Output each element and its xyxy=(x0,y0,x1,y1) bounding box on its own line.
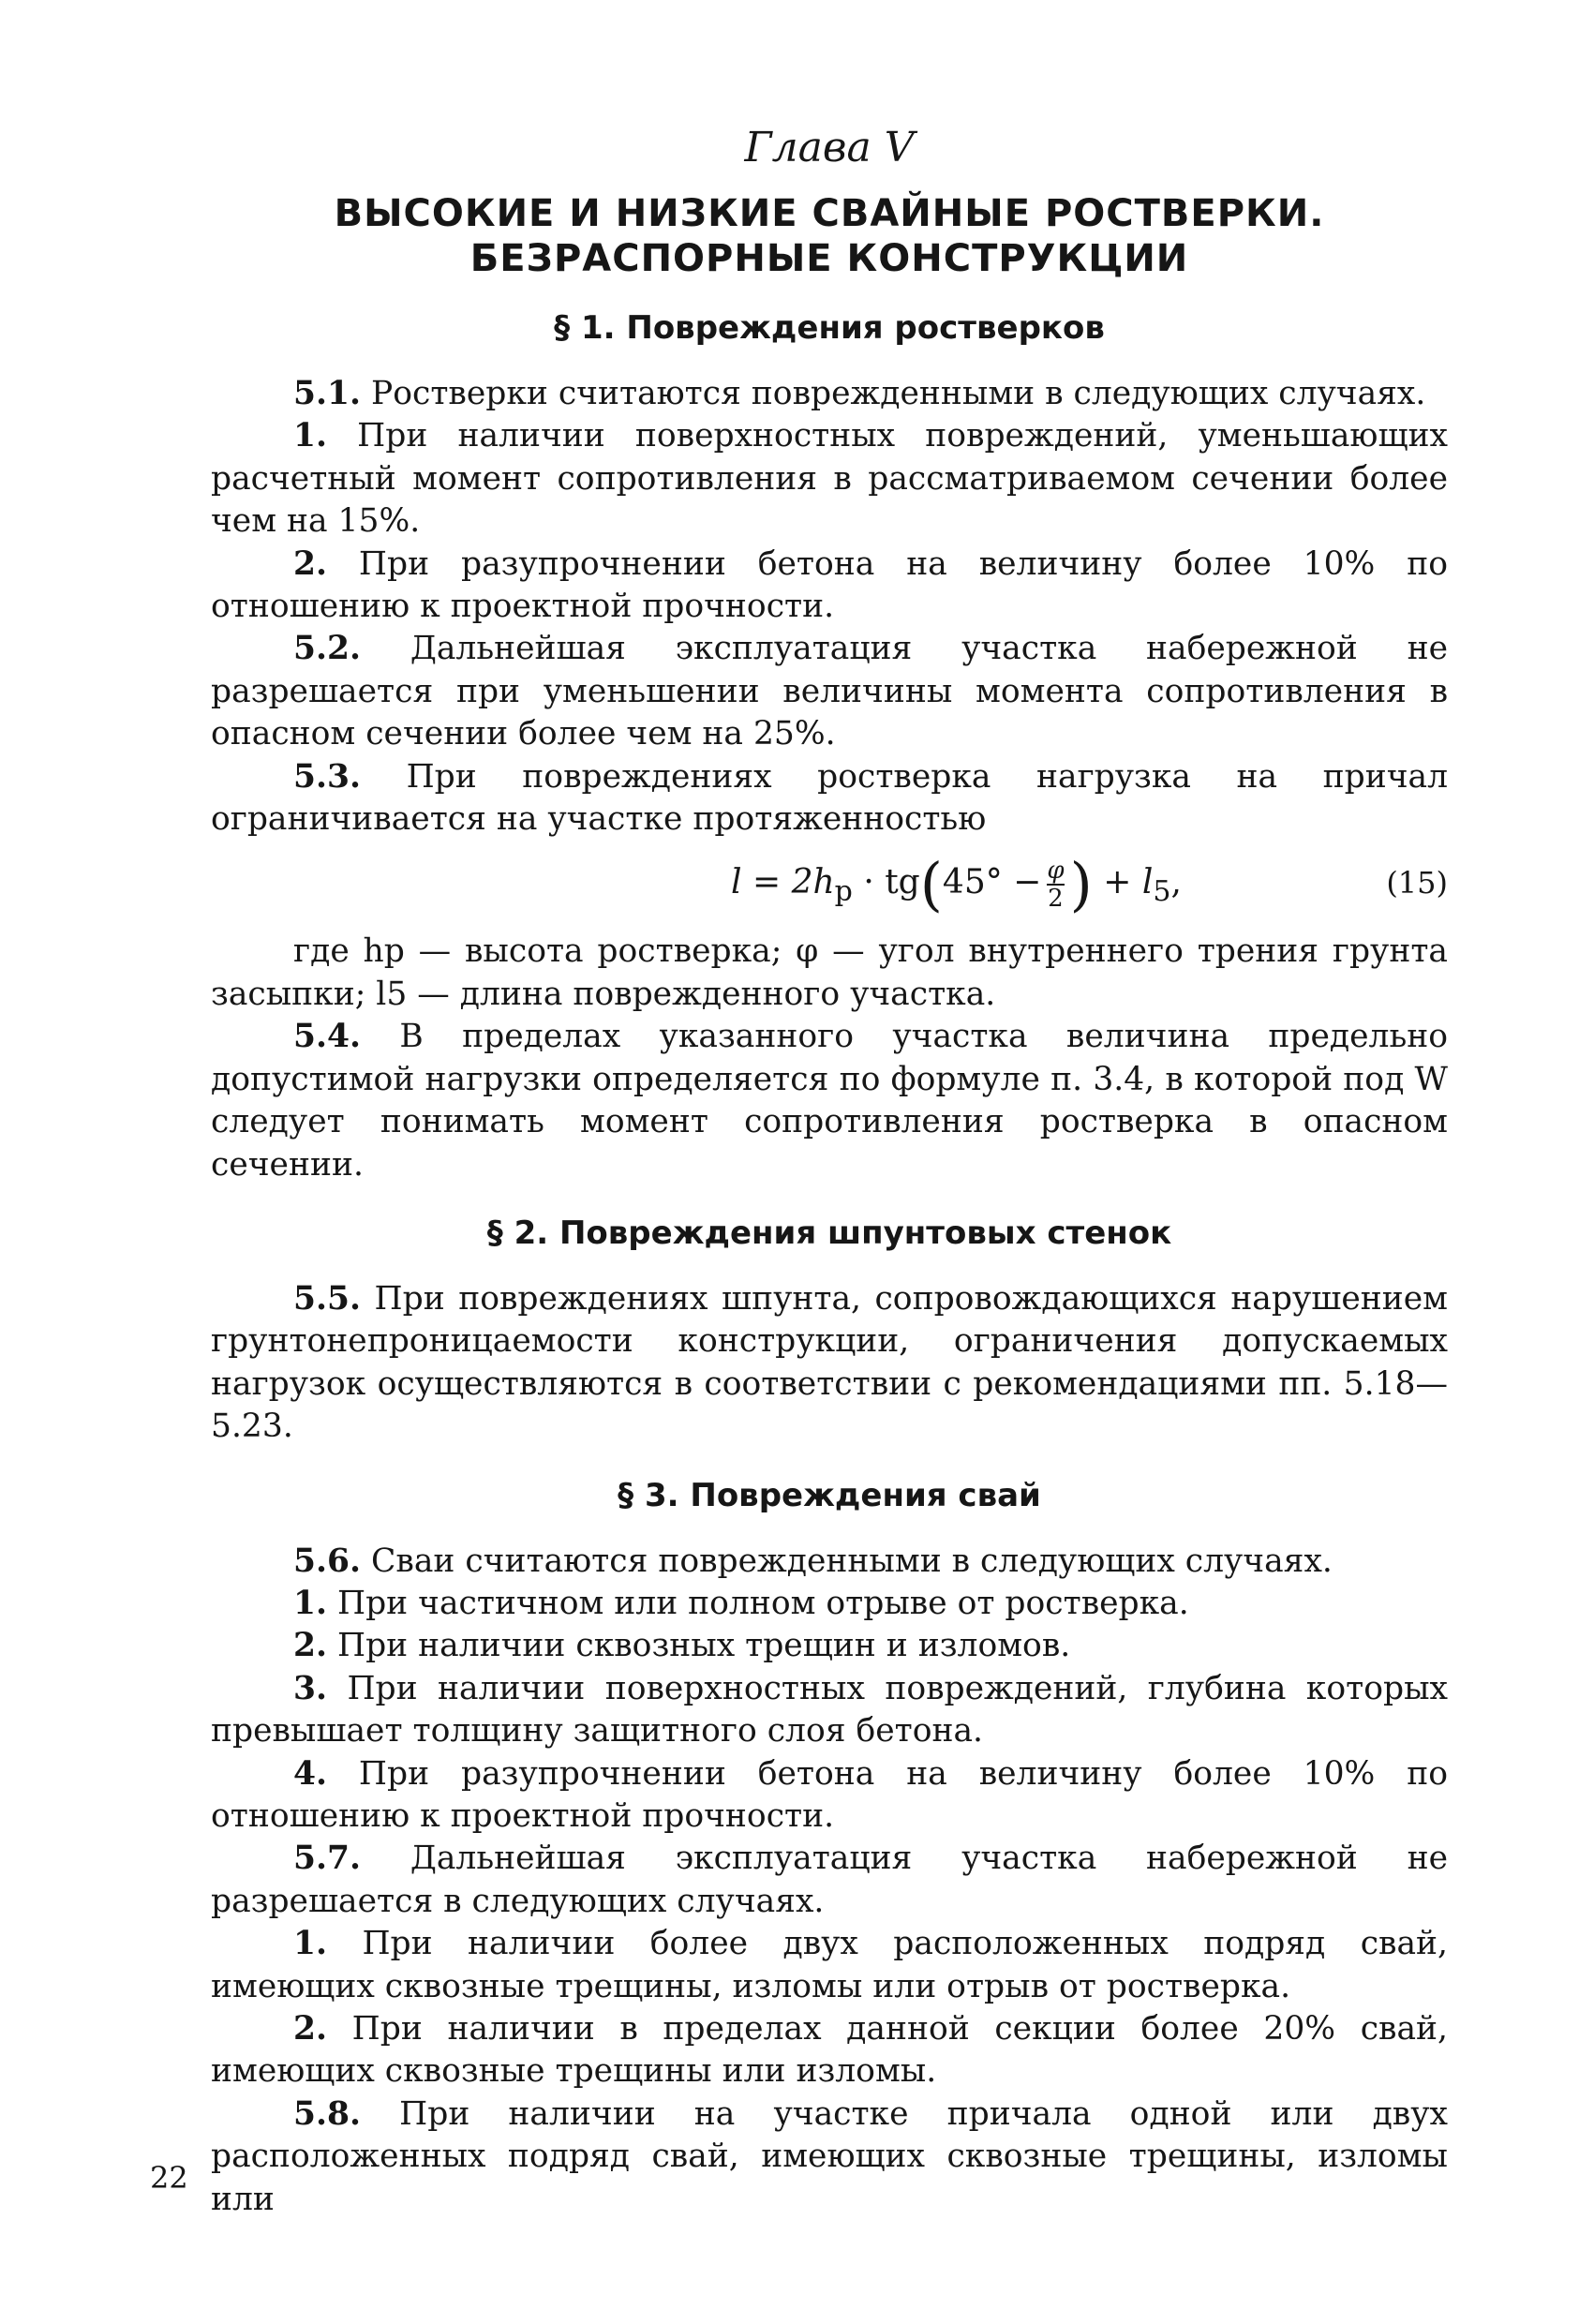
paragraph-5-1 xyxy=(211,373,1448,415)
chapter-title-line-2: БЕЗРАСПОРНЫЕ КОНСТРУКЦИИ xyxy=(469,237,1189,280)
clause-number: 5.4. xyxy=(293,1018,362,1056)
paragraph-text: При наличии на участке причала одной или двух расположенных подряд свай, имеющих сквозные трещины, изломы или xyxy=(211,2094,1448,2218)
formula-expression: $l = 2h_р \cdot tg(45^\circ$ − $\frac{\varphi}{2}$ ) + $l_5$, xyxy=(731,850,1182,919)
paragraph-5-6 xyxy=(211,1541,1448,1583)
clause-number: 2. xyxy=(293,544,328,583)
paragraph-5-2 xyxy=(211,628,1448,755)
section-heading-3: § 3. Повреждения свай xyxy=(618,1476,1041,1514)
paragraph-5-7-item-1 xyxy=(211,1923,1448,2008)
paragraph-text: При наличии более двух расположенных подряд свай, имеющих сквозные трещины, изломы или отрыв от ростверка. xyxy=(211,1925,1448,2005)
paragraph-5-6-item-3 xyxy=(211,1668,1448,1753)
paragraph-5-6-item-2 xyxy=(211,1625,1448,1667)
paragraph-5-4 xyxy=(211,1016,1448,1186)
paragraph-text: В пределах указанного участка величина предельно допустимой нагрузки определяется по формуле п. 3.4, в которой под W следует понимать момент сопротивления ростверка в опасном сечении. xyxy=(211,1018,1448,1184)
paragraph-text: Ростверки считаются поврежденными в следующих случаях. xyxy=(361,375,1426,412)
paragraph-text: При повреждениях шпунта, сопровождающихся нарушением грунтонепроницаемости конструкции, ограничения допускаемых нагрузок осуществляются в соответствии с рекомендациями пп. 5.18—5.23. xyxy=(211,1279,1448,1446)
paragraph-text: При наличии в пределах данной секции более 20% свай, имеющих сквозные трещины или изломы. xyxy=(211,2010,1448,2091)
clause-number: 2. xyxy=(293,2010,328,2048)
section-heading-2: § 2. Повреждения шпунтовых стенок xyxy=(486,1214,1172,1252)
clause-number: 5.8. xyxy=(293,2094,362,2133)
paragraph-text: Дальнейшая эксплуатация участка набережной не разрешается в следующих случаях. xyxy=(211,1840,1448,1920)
paragraph-text: При разупрочнении бетона на величину более 10% по отношению к проектной прочности. xyxy=(211,1754,1448,1835)
clause-number: 2. xyxy=(293,1627,328,1665)
clause-number: 5.7. xyxy=(293,1840,362,1878)
paragraph-5-7 xyxy=(211,1838,1448,1923)
chapter-heading: Глава V xyxy=(744,124,915,171)
clause-number: 3. xyxy=(293,1669,328,1707)
paragraph-5-1-item-1 xyxy=(211,415,1448,543)
paragraph-5-5 xyxy=(211,1278,1448,1449)
clause-number: 1. xyxy=(293,417,328,455)
clause-number: 4. xyxy=(293,1754,328,1793)
formula-15 xyxy=(211,841,1448,931)
paragraph-5-1-item-2 xyxy=(211,544,1448,629)
formula-number: (15) xyxy=(1386,865,1448,901)
paragraph-text: Сваи считаются поврежденными в следующих случаях. xyxy=(361,1542,1333,1580)
clause-number: 1. xyxy=(293,1584,328,1622)
paragraph-text: При наличии поверхностных повреждений, уменьшающих расчетный момент сопротивления в рассматриваемом сечении более чем на 15%. xyxy=(211,417,1448,541)
paragraph-text: При наличии сквозных трещин и изломов. xyxy=(327,1627,1071,1665)
paragraph-text: При частичном или полном отрыве от ростверка. xyxy=(327,1584,1189,1622)
paragraph-5-6-item-1 xyxy=(211,1583,1448,1625)
section-heading-1: § 1. Повреждения ростверков xyxy=(554,309,1105,347)
formula-fraction: $\frac{\varphi}{2}$ xyxy=(1047,857,1065,914)
formula-explanation: где hр — высота ростверка; φ — угол внутреннего трения грунта засыпки; l5 — длина поврежденного участка. xyxy=(211,932,1448,1013)
document-page xyxy=(211,122,1448,2221)
paragraph-5-8 xyxy=(211,2093,1448,2221)
clause-number: 1. xyxy=(293,1925,328,1963)
clause-number: 5.3. xyxy=(293,757,362,796)
clause-number: 5.2. xyxy=(293,630,362,668)
page-number: 22 xyxy=(150,2160,188,2196)
paragraph-text: При повреждениях ростверка нагрузка на причал ограничивается на участке протяженностью xyxy=(211,757,1448,839)
clause-number: 5.6. xyxy=(293,1542,362,1580)
paragraph-text: При разупрочнении бетона на величину более 10% по отношению к проектной прочности. xyxy=(211,544,1448,626)
chapter-title-line-1: ВЫСОКИЕ И НИЗКИЕ СВАЙНЫЕ РОСТВЕРКИ. xyxy=(334,192,1325,235)
clause-number: 5.1. xyxy=(293,375,362,412)
paragraph-5-7-item-2 xyxy=(211,2008,1448,2093)
paragraph-5-6-item-4 xyxy=(211,1753,1448,1839)
paragraph-5-3 xyxy=(211,756,1448,842)
paragraph-text: При наличии поверхностных повреждений, глубина которых превышает толщину защитного слоя бетона. xyxy=(211,1669,1448,1750)
clause-number: 5.5. xyxy=(293,1279,362,1318)
paragraph-text: Дальнейшая эксплуатация участка набережной не разрешается при уменьшении величины момента сопротивления в опасном сечении более чем на 25%. xyxy=(211,630,1448,753)
